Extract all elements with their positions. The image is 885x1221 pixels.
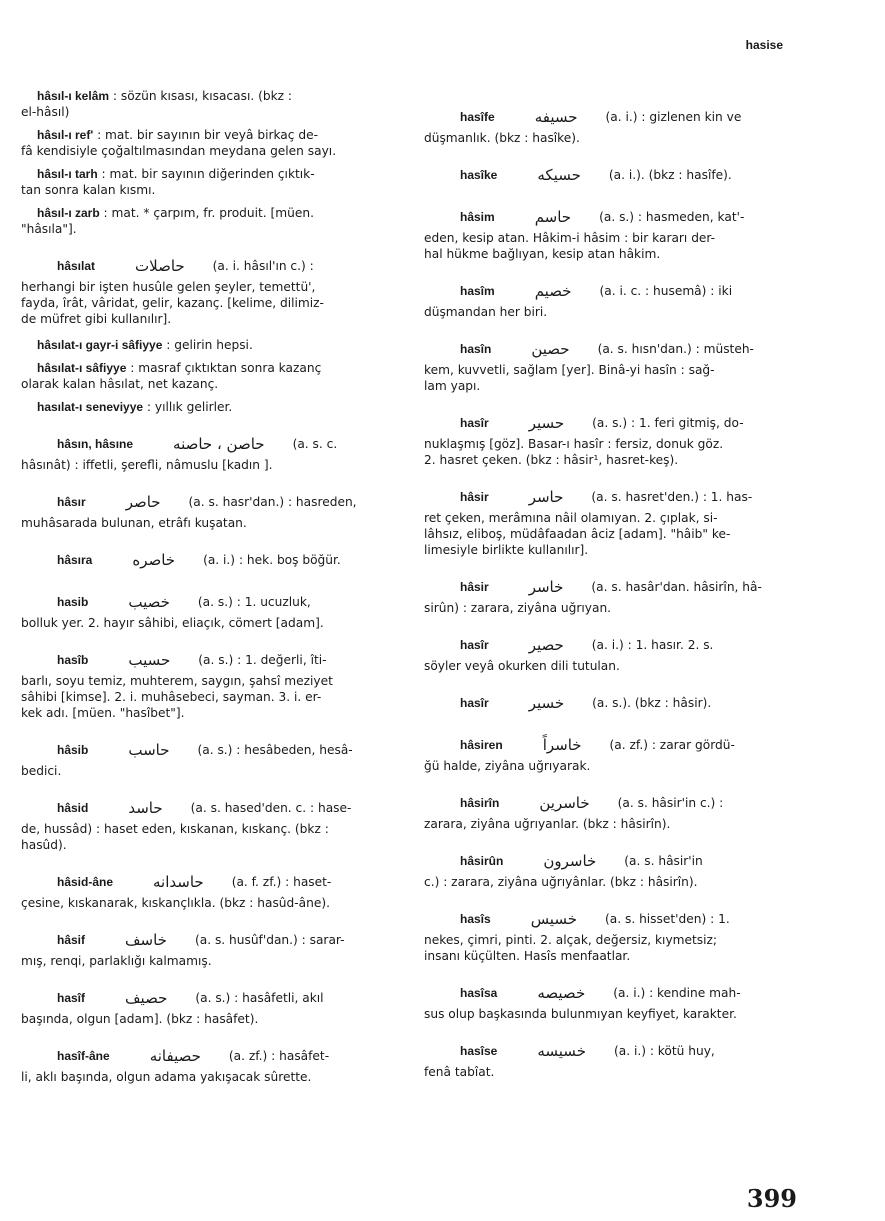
entry-grammar-note: (a. i.) : kendine mah- [613, 986, 741, 1000]
entry-head-row [21, 547, 397, 573]
entry-definition: olarak kalan hâsılat, net kazanç. [21, 377, 219, 391]
entry-headword: hasîb [57, 653, 89, 667]
entry-text-line: muhâsarada bulunan, etrâfı kuşatan. [21, 516, 247, 530]
entry-text-line: li, aklı başında, olgun adama yakışacak sûrette. [21, 1070, 312, 1084]
dictionary-entry [21, 205, 397, 237]
entry-arabic-script: حصير [528, 636, 564, 654]
entry-arabic-script: خصيب [128, 593, 170, 611]
entry-arabic-script: حاصر [125, 493, 161, 511]
entry-definition: : mat. * çarpım, fr. produit. [müen. [99, 206, 314, 220]
entry-grammar-note: (a. s.) : 1. değerli, îti- [198, 653, 327, 667]
entry-arabic-script: حصين [531, 340, 570, 358]
entry-text-line: herhangi bir işten husûle gelen şeyler, temettü', [21, 280, 316, 294]
dictionary-entry [424, 1038, 800, 1080]
dictionary-entry [21, 489, 397, 531]
entry-grammar-note: (a. i.). (bkz : hasîfe). [608, 168, 732, 182]
entry-text-line [21, 127, 397, 143]
entry-text-line [21, 399, 397, 415]
entry-definition: : masraf çıktıktan sonra kazanç [126, 361, 322, 375]
dictionary-entry [21, 985, 397, 1027]
entry-head-row [21, 1043, 397, 1069]
entry-headword: hasîf [57, 991, 86, 1005]
entry-headword: hâsıl-ı zarb [37, 206, 100, 220]
entry-text-line [21, 337, 397, 353]
entry-text-line: 2. hasret çeken. (bkz : hâsir¹, hasret-keş). [424, 453, 679, 467]
entry-grammar-note: (a. s.). (bkz : hâsir). [592, 696, 712, 710]
entry-arabic-script: حاسب [128, 741, 170, 759]
entry-text-line: düşmanlık. (bkz : hasîke). [424, 131, 580, 145]
entry-grammar-note: (a. i.) : kötü huy, [613, 1044, 715, 1058]
entry-text-line: hasûd). [21, 838, 67, 852]
dictionary-entry [21, 795, 397, 853]
entry-text-line: sâhibi [kimse]. 2. i. muhâsebeci, sayman. 3. i. er- [21, 690, 322, 704]
entry-head-row [424, 484, 800, 510]
entry-head-row [21, 737, 397, 763]
entry-definition: tan sonra kalan kısmı. [21, 183, 156, 197]
entry-definition: "hâsıla"]. [21, 222, 77, 236]
entry-head-row [424, 278, 800, 304]
entry-text-line: ğü halde, ziyâna uğrıyarak. [424, 759, 591, 773]
entry-text-line: barlı, soyu temiz, muhterem, saygın, şahsî meziyet [21, 674, 333, 688]
dictionary-entry [424, 790, 800, 832]
entry-head-row [21, 589, 397, 615]
entry-text-line: de müfret gibi kullanılır]. [21, 312, 172, 326]
dictionary-entry [424, 632, 800, 674]
entry-arabic-script: خصيم [534, 282, 572, 300]
entry-text-line [21, 166, 397, 182]
entry-head-row [21, 795, 397, 821]
entry-head-row [21, 253, 397, 279]
entry-headword: hâsiren [460, 738, 503, 752]
entry-text-line: çesine, kıskanarak, kıskançlıkla. (bkz : hasûd-âne). [21, 896, 330, 910]
entry-headword: hasîsa [460, 986, 498, 1000]
entry-text-line [21, 143, 397, 159]
dictionary-entry [21, 399, 397, 415]
entry-grammar-note: (a. i.) : gizlenen kin ve [605, 110, 742, 124]
dictionary-entry [424, 980, 800, 1022]
entry-headword: hasib [57, 595, 89, 609]
entry-definition: el-hâsıl) [21, 105, 70, 119]
entry-text-line [21, 88, 397, 104]
entry-text-line: kek adı. [müen. "hasîbet"]. [21, 706, 185, 720]
entry-grammar-note: (a. s.) : hasâfetli, akıl [195, 991, 324, 1005]
entry-text-line: hâsınât) : iffetli, şerefli, nâmuslu [kadın ]. [21, 458, 273, 472]
entry-head-row [424, 204, 800, 230]
dictionary-entry [21, 547, 397, 573]
entry-headword: hasîr [460, 696, 489, 710]
entry-arabic-script: حاصلات [135, 257, 185, 275]
dictionary-entry [424, 690, 800, 716]
entry-definition: : sözün kısası, kısacası. (bkz : [109, 89, 293, 103]
entry-headword: hâsıl-ı tarh [37, 167, 98, 181]
dictionary-entry [424, 732, 800, 774]
entry-head-row [424, 1038, 800, 1064]
entry-head-row [21, 431, 397, 457]
entry-grammar-note: (a. i.) : 1. hasır. 2. s. [591, 638, 714, 652]
dictionary-entry [424, 336, 800, 394]
dictionary-entry [21, 589, 397, 631]
entry-grammar-note: (a. zf.) : hasâfet- [228, 1049, 330, 1063]
entry-headword: hasîr [460, 638, 489, 652]
entry-text-line: nuklaşmış [göz]. Basar-ı hasîr : fersiz, donuk göz. [424, 437, 724, 451]
entry-arabic-script: خاسر [528, 578, 564, 596]
dictionary-entry [21, 869, 397, 911]
entry-arabic-script: خاسرين [539, 794, 590, 812]
entry-arabic-script: خاسرون [543, 852, 597, 870]
entry-arabic-script: حصيف [125, 989, 168, 1007]
entry-arabic-script: حسيفه [534, 108, 578, 126]
entry-definition: : yıllık gelirler. [143, 400, 233, 414]
entry-headword: hasîse [460, 1044, 498, 1058]
entry-head-row [424, 632, 800, 658]
entry-arabic-script: خاسراً [542, 736, 582, 754]
dictionary-entry [21, 253, 397, 327]
entry-text-line: mış, renqi, parlaklığı kalmamış. [21, 954, 212, 968]
entry-headword: hasîm [460, 284, 495, 298]
entry-grammar-note: (a. s. c. [292, 437, 338, 451]
entry-headword: hâsib [57, 743, 89, 757]
entry-grammar-note: (a. s.) : 1. ucuzluk, [197, 595, 311, 609]
entry-headword: hâsid-âne [57, 875, 114, 889]
entry-arabic-script: خسيسه [537, 1042, 586, 1060]
dictionary-entry [424, 162, 800, 188]
left-column [21, 88, 397, 1095]
entry-grammar-note: (a. s.) : 1. feri gitmiş, do- [592, 416, 744, 430]
entry-arabic-script: حاصن ، حاصنه [173, 435, 265, 453]
entry-headword: hasîf-âne [57, 1049, 110, 1063]
entry-grammar-note: (a. s. husûf'dan.) : sarar- [194, 933, 345, 947]
dictionary-entry [424, 484, 800, 558]
entry-head-row [21, 869, 397, 895]
entry-headword: hâsirîn [460, 796, 500, 810]
entry-head-row [424, 848, 800, 874]
dictionary-entry [21, 927, 397, 969]
dictionary-entry [424, 104, 800, 146]
entry-text-line: ret çeken, merâmına nâil olamıyan. 2. çıplak, si- [424, 511, 718, 525]
entry-headword: hâsir [460, 490, 489, 504]
dictionary-entry [424, 848, 800, 890]
entry-text-line [21, 360, 397, 376]
dictionary-entry [21, 360, 397, 392]
entry-text-line: fayda, îrât, vâridat, gelir, kazanç. [kelime, dilimiz- [21, 296, 324, 310]
entry-grammar-note: (a. s. hasr'dan.) : hasreden, [188, 495, 357, 509]
entry-head-row [21, 927, 397, 953]
entry-grammar-note: (a. s.) : hasmeden, kat'- [599, 210, 745, 224]
entry-headword: hâsılat [57, 259, 96, 273]
entry-definition: fâ kendisiyle çoğaltılmasından meydana gelen sayı. [21, 144, 337, 158]
entry-text-line: de, hussâd) : haset eden, kıskanan, kıskanç. (bkz : [21, 822, 329, 836]
entry-headword: hâsın, hâsıne [57, 437, 134, 451]
dictionary-entry [21, 431, 397, 473]
entry-text-line [21, 205, 397, 221]
entry-grammar-note: (a. i. c. : husemâ) : iki [599, 284, 733, 298]
entry-arabic-script: حسيكه [537, 166, 581, 184]
dictionary-entry [21, 127, 397, 159]
entry-text-line: lam yapı. [424, 379, 481, 393]
entry-grammar-note: (a. s. hased'den. c. : hase- [190, 801, 352, 815]
entry-headword: hâsirûn [460, 854, 504, 868]
entry-grammar-note: (a. s. hisset'den) : 1. [605, 912, 730, 926]
entry-text-line: kem, kuvvetli, sağlam [yer]. Binâ-yi hasîn : sağ- [424, 363, 715, 377]
entry-arabic-script: خسير [528, 694, 565, 712]
running-head: hasise [745, 38, 783, 52]
entry-arabic-script: خاسف [125, 931, 167, 949]
entry-arabic-script: حصيفانه [149, 1047, 201, 1065]
entry-text-line: sus olup başkasında bulunmıyan keyfiyet, karakter. [424, 1007, 737, 1021]
entry-headword: hâsif [57, 933, 86, 947]
entry-definition: : mat. bir sayının bir veyâ birkaç de- [93, 128, 318, 142]
entry-grammar-note: (a. s. hasret'den.) : 1. has- [591, 490, 753, 504]
right-column [424, 88, 800, 1090]
entry-arabic-script: حاسدانه [153, 873, 204, 891]
dictionary-entry [424, 278, 800, 320]
entry-headword: hâsid [57, 801, 89, 815]
entry-head-row [424, 410, 800, 436]
entry-grammar-note: (a. s. hısn'dan.) : müsteh- [597, 342, 754, 356]
entry-text-line: limesiyle birlikte kullanılır]. [424, 543, 589, 557]
entry-text-line: fenâ tabîat. [424, 1065, 495, 1079]
entry-headword: hasîn [460, 342, 492, 356]
entry-grammar-note: (a. s.) : hesâbeden, hesâ- [197, 743, 353, 757]
entry-grammar-note: (a. s. hâsir'in c.) : [617, 796, 724, 810]
entry-grammar-note: (a. i. hâsıl'ın c.) : [212, 259, 314, 273]
dictionary-entry [424, 410, 800, 468]
entry-text-line: başında, olgun [adam]. (bkz : hasâfet). [21, 1012, 259, 1026]
entry-text-line: lâhsız, eliboş, müdâfaadan âciz [adam]. "hâib" ke- [424, 527, 731, 541]
entry-head-row [21, 985, 397, 1011]
entry-definition: : mat. bir sayının diğerinden çıktık- [97, 167, 315, 181]
entry-grammar-note: (a. i.) : hek. boş böğür. [203, 553, 341, 567]
entry-head-row [21, 647, 397, 673]
entry-headword: hasîke [460, 168, 498, 182]
entry-head-row [424, 690, 800, 716]
entry-headword: hasîs [460, 912, 491, 926]
entry-head-row [424, 162, 800, 188]
entry-text-line: bolluk yer. 2. hayır sâhibi, eliaçık, cömert [adam]. [21, 616, 324, 630]
entry-head-row [424, 980, 800, 1006]
entry-text-line: sirûn) : zarara, ziyâna uğrıyan. [424, 601, 612, 615]
entry-text-line: insanı küçülten. Hasîs menfaatlar. [424, 949, 631, 963]
entry-head-row [424, 790, 800, 816]
entry-text-line [21, 182, 397, 198]
entry-headword: hâsılat-ı gayr-i sâfiyye [37, 338, 163, 352]
entry-headword: hasılat-ı seneviyye [37, 400, 144, 414]
entry-arabic-script: خسيس [530, 910, 577, 928]
entry-arabic-script: خاصره [132, 551, 176, 569]
dictionary-entry [424, 204, 800, 262]
entry-text-line: zarara, ziyâna uğrıyanlar. (bkz : hâsirîn). [424, 817, 671, 831]
entry-arabic-script: حسير [528, 414, 565, 432]
entry-text-line [21, 376, 397, 392]
dictionary-entry [424, 574, 800, 616]
dictionary-entry [21, 647, 397, 721]
entry-head-row [424, 336, 800, 362]
entry-headword: hâsıl-ı ref' [37, 128, 94, 142]
entry-headword: hâsır [57, 495, 86, 509]
entry-head-row [424, 732, 800, 758]
entry-text-line [21, 104, 397, 120]
entry-grammar-note: (a. zf.) : zarar gördü- [609, 738, 735, 752]
entry-headword: hâsılat-ı sâfiyye [37, 361, 127, 375]
entry-headword: hâsıl-ı kelâm [37, 89, 110, 103]
entry-arabic-script: حاسم [534, 208, 572, 226]
entry-arabic-script: حاسد [128, 799, 163, 817]
entry-headword: hâsir [460, 580, 489, 594]
entry-text-line [21, 221, 397, 237]
entry-headword: hasîfe [460, 110, 495, 124]
entry-definition: : gelirin hepsi. [162, 338, 253, 352]
entry-headword: hâsim [460, 210, 495, 224]
entry-text-line: eden, kesip atan. Hâkim-i hâsim : bir kararı der- [424, 231, 716, 245]
dictionary-entry [424, 906, 800, 964]
entry-text-line: hal hükme bağlıyan, kesip atan hâkim. [424, 247, 661, 261]
dictionary-entry [21, 337, 397, 353]
entry-arabic-script: حاسر [528, 488, 564, 506]
entry-text-line: söyler veyâ okurken dili tutulan. [424, 659, 620, 673]
entry-text-line: c.) : zarara, ziyâna uğrıyânlar. (bkz : hâsirîn). [424, 875, 698, 889]
page-number: 399 [746, 1184, 797, 1213]
entry-grammar-note: (a. f. zf.) : haset- [231, 875, 332, 889]
entry-grammar-note: (a. s. hâsir'in [624, 854, 703, 868]
entry-head-row [424, 906, 800, 932]
entry-headword: hâsıra [57, 553, 93, 567]
entry-text-line: düşmandan her biri. [424, 305, 548, 319]
entry-head-row [21, 489, 397, 515]
entry-head-row [424, 574, 800, 600]
entry-text-line: bedici. [21, 764, 62, 778]
dictionary-entry [21, 737, 397, 779]
entry-headword: hasîr [460, 416, 489, 430]
dictionary-entry [21, 1043, 397, 1085]
entry-text-line: nekes, çimri, pinti. 2. alçak, değersiz, kıymetsiz; [424, 933, 718, 947]
entry-head-row [424, 104, 800, 130]
entry-grammar-note: (a. s. hasâr'dan. hâsirîn, hâ- [591, 580, 762, 594]
dictionary-entry [21, 88, 397, 120]
entry-arabic-script: خصيصه [537, 984, 586, 1002]
dictionary-entry [21, 166, 397, 198]
entry-arabic-script: حسيب [128, 651, 171, 669]
